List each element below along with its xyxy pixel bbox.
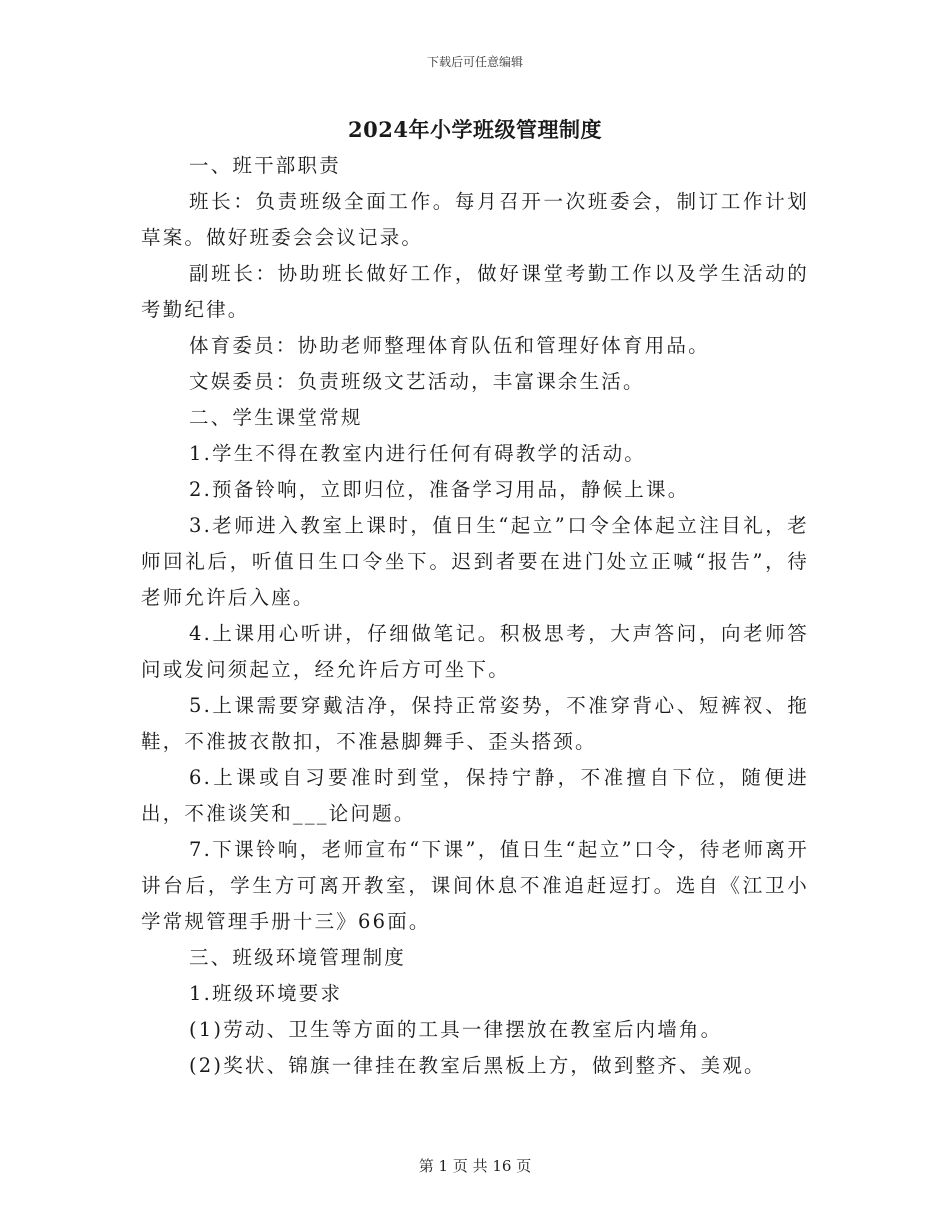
paragraph-vice-monitor: 副班长：协助班长做好工作，做好课堂考勤工作以及学生活动的考勤纪律。	[141, 262, 809, 321]
paragraph-arts-committee: 文娱委员：负责班级文艺活动，丰富课余生活。	[189, 370, 645, 393]
subsection-heading-1: 1.班级环境要求	[189, 982, 343, 1005]
environment-item-1: (1)劳动、卫生等方面的工具一律摆放在教室后内墙角。	[189, 1018, 723, 1041]
document-body	[141, 148, 809, 1084]
section-heading-2: 二、学生课堂常规	[189, 406, 363, 429]
paragraph-monitor: 班长：负责班级全面工作。每月召开一次班委会，制订工作计划草案。做好班委会会议记录。	[141, 190, 809, 249]
rule-item-5: 5.上课需要穿戴洁净，保持正常姿势，不准穿背心、短裤衩、拖鞋，不准披衣散扣，不准悬脚舞手、歪头搭颈。	[141, 694, 809, 753]
rule-item-2: 2.预备铃响，立即归位，准备学习用品，静候上课。	[189, 478, 690, 501]
rule-item-6: 6.上课或自习要准时到堂，保持宁静，不准擅自下位，随便进出，不准谈笑和___论问题。	[141, 766, 809, 825]
rule-item-1: 1.学生不得在教室内进行任何有碍教学的活动。	[189, 442, 647, 465]
paragraph-sports-committee: 体育委员：协助老师整理体育队伍和管理好体育用品。	[189, 334, 710, 357]
section-heading-1: 一、班干部职责	[189, 154, 341, 177]
rule-item-7: 7.下课铃响，老师宣布“下课”，值日生“起立”口令，待老师离开讲台后，学生方可离开教室，课间休息不准追赶逗打。选自《江卫小学常规管理手册十三》66面。	[141, 838, 809, 933]
header-note: 下载后可任意编辑	[426, 55, 523, 69]
section-heading-3: 三、班级环境管理制度	[189, 946, 407, 969]
rule-item-3: 3.老师进入教室上课时，值日生“起立”口令全体起立注目礼，老师回礼后，听值日生口令坐下。迟到者要在进门处立正喊“报告”，待老师允许后入座。	[141, 514, 809, 609]
document-title: 2024年小学班级管理制度	[348, 117, 602, 142]
environment-item-2: (2)奖状、锦旗一律挂在教室后黑板上方，做到整齐、美观。	[189, 1054, 766, 1077]
rule-item-4: 4.上课用心听讲，仔细做笔记。积极思考，大声答问，向老师答问或发问须起立，经允许后方可坐下。	[141, 622, 809, 681]
page-footer: 第 1 页 共 16 页	[418, 1157, 532, 1175]
